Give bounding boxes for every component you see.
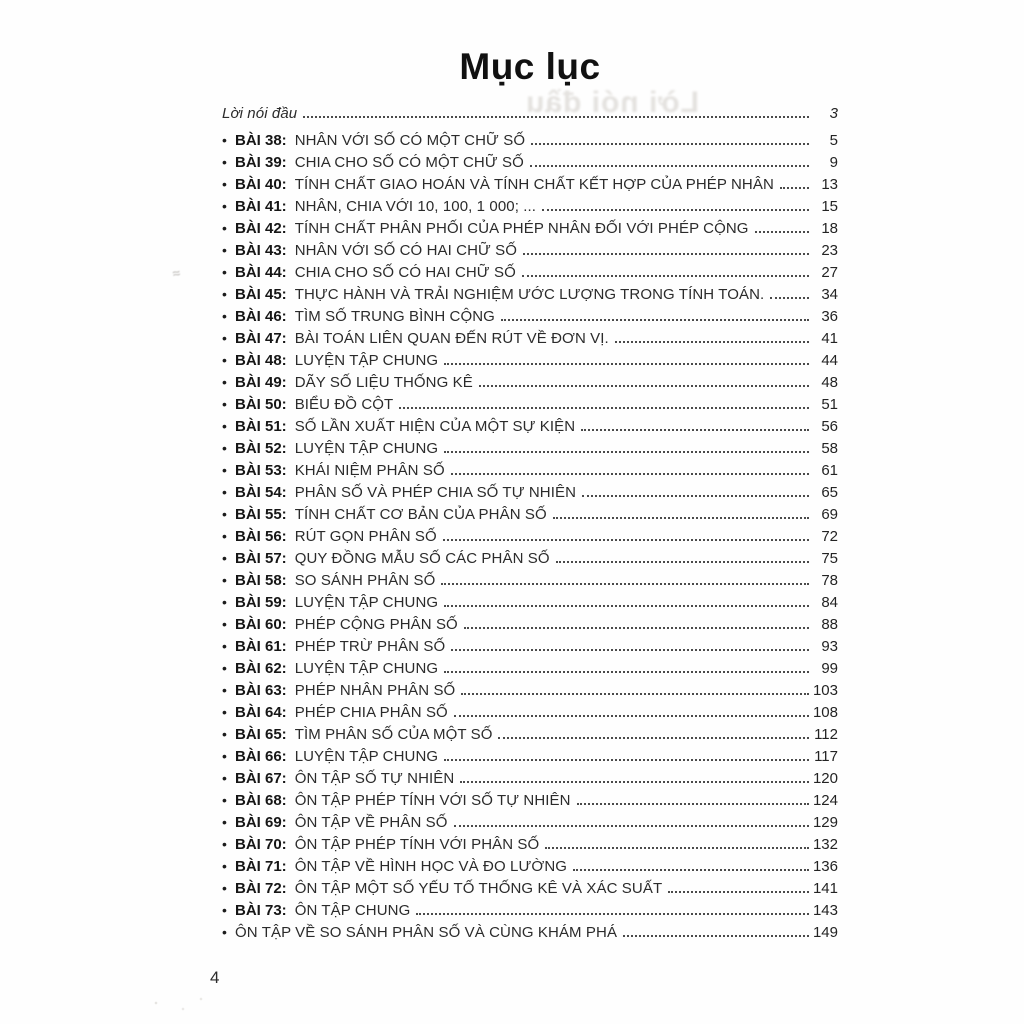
bullet-icon: •: [222, 638, 227, 654]
toc-entry: [222, 105, 838, 127]
toc-entry-page: 149: [812, 924, 838, 941]
toc-entry-page: 18: [821, 220, 838, 237]
toc-entry-page: 141: [812, 880, 838, 897]
toc-entry-label: BÀI 69:: [235, 814, 287, 831]
dot-leader: [573, 869, 809, 871]
toc-entry: [222, 726, 838, 748]
toc-entry: [222, 616, 838, 638]
toc-entry-label: BÀI 45:: [235, 286, 287, 303]
toc-entry-page: 56: [821, 418, 838, 435]
bullet-icon: •: [222, 616, 227, 632]
dot-leader: [479, 385, 809, 387]
bullet-icon: •: [222, 264, 227, 280]
toc-entry-title: RÚT GỌN PHÂN SỐ: [294, 528, 437, 545]
toc-entry-label: BÀI 65:: [235, 726, 287, 743]
toc-entry-page: 69: [821, 506, 838, 523]
dot-leader: [577, 803, 809, 805]
toc-entry: [222, 858, 838, 880]
dot-leader: [522, 275, 809, 277]
toc-entry-title: ÔN TẬP PHÉP TÍNH VỚI PHÂN SỐ: [294, 836, 540, 853]
bullet-icon: •: [222, 594, 227, 610]
toc-entry: [222, 220, 838, 242]
toc-entry-page: 88: [821, 616, 838, 633]
toc-entry-title: TÍNH CHẤT CƠ BẢN CỦA PHÂN SỐ: [294, 506, 547, 523]
dot-leader: [451, 649, 809, 651]
dot-leader: [416, 913, 809, 915]
toc-entry-page: 99: [821, 660, 838, 677]
toc-entry-label: BÀI 48:: [235, 352, 287, 369]
toc-entry-label: BÀI 68:: [235, 792, 287, 809]
bullet-icon: •: [222, 506, 227, 522]
toc-entry: [222, 770, 838, 792]
toc-entry: [222, 638, 838, 660]
toc-entry-title: ÔN TẬP VỀ HÌNH HỌC VÀ ĐO LƯỜNG: [294, 858, 568, 875]
dot-leader: [545, 847, 809, 849]
toc-entry-title: QUY ĐỒNG MẪU SỐ CÁC PHÂN SỐ: [294, 550, 550, 567]
dot-leader: [454, 825, 809, 827]
bullet-icon: •: [222, 176, 227, 192]
dot-leader: [443, 539, 809, 541]
toc-entry-label: BÀI 50:: [235, 396, 287, 413]
dot-leader: [460, 781, 809, 783]
dot-leader: [668, 891, 809, 893]
toc-entry-page: 103: [812, 682, 838, 699]
bullet-icon: •: [222, 924, 227, 940]
toc-entry: [222, 748, 838, 770]
toc-entry: [222, 308, 838, 330]
toc-entry-title: ÔN TẬP SỐ TỰ NHIÊN: [294, 770, 455, 787]
toc-entry-page: 136: [812, 858, 838, 875]
dot-leader: [615, 341, 809, 343]
toc-entry: [222, 374, 838, 396]
toc-entry-title: THỰC HÀNH VÀ TRẢI NGHIỆM ƯỚC LƯỢNG TRONG TÍNH TOÁN.: [294, 286, 765, 303]
bullet-icon: •: [222, 242, 227, 258]
toc-entry-title: CHIA CHO SỐ CÓ MỘT CHỮ SỐ: [294, 154, 524, 171]
dot-leader: [542, 209, 809, 211]
bullet-icon: •: [222, 792, 227, 808]
bullet-icon: •: [222, 704, 227, 720]
toc-entry-title: PHÉP CHIA PHÂN SỐ: [294, 704, 448, 721]
toc-entry-title: LUYỆN TẬP CHUNG: [294, 594, 439, 611]
toc-entry-label: BÀI 66:: [235, 748, 287, 765]
toc-entry-page: 72: [821, 528, 838, 545]
toc-entry-title: BIỂU ĐỒ CỘT: [294, 396, 394, 413]
toc-entry: [222, 484, 838, 506]
toc-entry: [222, 330, 838, 352]
toc-entry-page: 34: [821, 286, 838, 303]
toc-entry-label: BÀI 38:: [235, 132, 287, 149]
toc-entry: [222, 594, 838, 616]
bullet-icon: •: [222, 726, 227, 742]
toc-entry-page: 124: [812, 792, 838, 809]
toc-entry-label: BÀI 51:: [235, 418, 287, 435]
toc-entry-title: NHÂN VỚI SỐ CÓ HAI CHỮ SỐ: [294, 242, 518, 259]
toc-entry-page: 13: [821, 176, 838, 193]
toc-entry-label: BÀI 61:: [235, 638, 287, 655]
dot-leader: [303, 116, 809, 118]
bullet-icon: •: [222, 220, 227, 236]
bullet-icon: •: [222, 770, 227, 786]
toc-entry-label: BÀI 58:: [235, 572, 287, 589]
toc-entry: [222, 550, 838, 572]
bullet-icon: •: [222, 528, 227, 544]
toc-entry-page: 65: [821, 484, 838, 501]
toc-entry-page: 44: [821, 352, 838, 369]
toc-entry-label: BÀI 59:: [235, 594, 287, 611]
dot-leader: [444, 605, 809, 607]
toc-entry-title: ÔN TẬP MỘT SỐ YẾU TỐ THỐNG KÊ VÀ XÁC SUẤT: [294, 880, 663, 897]
bullet-icon: •: [222, 330, 227, 346]
toc-entry-label: BÀI 54:: [235, 484, 287, 501]
dot-leader: [451, 473, 809, 475]
toc-entry-page: 48: [821, 374, 838, 391]
toc-entry-page: 132: [812, 836, 838, 853]
toc-entry-page: 143: [812, 902, 838, 919]
toc-entry: [222, 792, 838, 814]
bullet-icon: •: [222, 858, 227, 874]
toc-entry-page: 15: [821, 198, 838, 215]
page-number: 4: [210, 968, 220, 987]
toc-entry-page: 58: [821, 440, 838, 457]
toc-entry: [222, 902, 838, 924]
dot-leader: [454, 715, 809, 717]
toc-entry-label: BÀI 71:: [235, 858, 287, 875]
bullet-icon: •: [222, 660, 227, 676]
toc-entry: [222, 462, 838, 484]
toc-entry-label: BÀI 67:: [235, 770, 287, 787]
toc-entry-title: PHÉP TRỪ PHÂN SỐ: [294, 638, 446, 655]
toc-entry: [222, 682, 838, 704]
dot-leader: [755, 231, 809, 233]
toc-entry: [222, 506, 838, 528]
bullet-icon: •: [222, 396, 227, 412]
toc-entry-title: NHÂN VỚI SỐ CÓ MỘT CHỮ SỐ: [294, 132, 526, 149]
bullet-icon: •: [222, 902, 227, 918]
toc-list: [222, 105, 838, 946]
toc-entry-label: BÀI 39:: [235, 154, 287, 171]
bullet-icon: •: [222, 154, 227, 170]
toc-entry-page: 112: [814, 726, 838, 743]
toc-entry-label: BÀI 63:: [235, 682, 287, 699]
toc-entry-label: BÀI 64:: [235, 704, 287, 721]
bullet-icon: •: [222, 286, 227, 302]
toc-entry-label: BÀI 46:: [235, 308, 287, 325]
bullet-icon: •: [222, 572, 227, 588]
toc-entry-label: BÀI 60:: [235, 616, 287, 633]
dot-leader: [444, 363, 809, 365]
toc-entry-label: BÀI 73:: [235, 902, 287, 919]
toc-entry-label: BÀI 56:: [235, 528, 287, 545]
toc-entry-label: BÀI 57:: [235, 550, 287, 567]
toc-entry: [222, 286, 838, 308]
toc-entry-page: 3: [829, 105, 838, 122]
toc-entry-title: TÍNH CHẤT GIAO HOÁN VÀ TÍNH CHẤT KẾT HỢP CỦA PHÉP NHÂN: [294, 176, 774, 193]
toc-entry-title: LUYỆN TẬP CHUNG: [294, 352, 439, 369]
toc-entry: [222, 132, 838, 154]
toc-entry: [222, 660, 838, 682]
dot-leader: [581, 429, 809, 431]
toc-entry: [222, 242, 838, 264]
bullet-icon: •: [222, 462, 227, 478]
dot-leader: [770, 297, 809, 299]
toc-entry-title: TÌM PHÂN SỐ CỦA MỘT SỐ: [294, 726, 493, 743]
toc-entry-label: BÀI 43:: [235, 242, 287, 259]
dot-leader: [531, 143, 809, 145]
bullet-icon: •: [222, 198, 227, 214]
toc-entry-page: 93: [821, 638, 838, 655]
bullet-icon: •: [222, 550, 227, 566]
toc-entry-page: 9: [829, 154, 838, 171]
toc-entry-page: 5: [829, 132, 838, 149]
dot-leader: [464, 627, 809, 629]
toc-entry-title: CHIA CHO SỐ CÓ HAI CHỮ SỐ: [294, 264, 516, 281]
bullet-icon: •: [222, 682, 227, 698]
toc-entry: [222, 198, 838, 220]
toc-entry: [222, 418, 838, 440]
dot-leader: [501, 319, 809, 321]
toc-entry-title: TÌM SỐ TRUNG BÌNH CỘNG: [294, 308, 495, 325]
toc-entry: [222, 154, 838, 176]
toc-entry: [222, 924, 838, 946]
dot-leader: [444, 671, 809, 673]
toc-entry-page: 108: [812, 704, 838, 721]
toc-entry-title: PHÉP NHÂN PHÂN SỐ: [294, 682, 456, 699]
toc-entry: [222, 528, 838, 550]
bullet-icon: •: [222, 814, 227, 830]
toc-entry-title: ÔN TẬP PHÉP TÍNH VỚI SỐ TỰ NHIÊN: [294, 792, 571, 809]
dot-leader: [399, 407, 809, 409]
toc-entry: [222, 704, 838, 726]
toc-entry-title: Lời nói đầu: [222, 105, 298, 122]
toc-entry: [222, 352, 838, 374]
toc-entry-label: BÀI 62:: [235, 660, 287, 677]
toc-entry-title: BÀI TOÁN LIÊN QUAN ĐẾN RÚT VỀ ĐƠN VỊ.: [294, 330, 609, 347]
toc-entry-title: KHÁI NIỆM PHÂN SỐ: [294, 462, 445, 479]
dot-leader: [444, 451, 809, 453]
toc-entry-title: TÍNH CHẤT PHÂN PHỐI CỦA PHÉP NHÂN ĐỐI VỚI PHÉP CỘNG: [294, 220, 749, 237]
toc-entry-title: LUYỆN TẬP CHUNG: [294, 440, 439, 457]
toc-entry-title: SỐ LẦN XUẤT HIỆN CỦA MỘT SỰ KIỆN: [294, 418, 576, 435]
toc-entry-title: ÔN TẬP VỀ SO SÁNH PHÂN SỐ VÀ CÙNG KHÁM PHÁ: [235, 924, 618, 941]
dot-leader: [461, 693, 809, 695]
toc-entry: [222, 176, 838, 198]
toc-entry-title: ÔN TẬP VỀ PHÂN SỐ: [294, 814, 448, 831]
scan-artifact: ≈: [170, 264, 182, 282]
toc-entry-title: LUYỆN TẬP CHUNG: [294, 660, 439, 677]
dot-leader: [780, 187, 809, 189]
bullet-icon: •: [222, 836, 227, 852]
scan-speckle: [150, 995, 210, 1015]
toc-entry-label: BÀI 55:: [235, 506, 287, 523]
dot-leader: [523, 253, 809, 255]
dot-leader: [444, 759, 809, 761]
toc-entry-title: NHÂN, CHIA VỚI 10, 100, 1 000; ...: [294, 198, 537, 215]
toc-entry-page: 27: [821, 264, 838, 281]
toc-entry-title: SO SÁNH PHÂN SỐ: [294, 572, 436, 589]
toc-entry: [222, 572, 838, 594]
toc-entry-label: BÀI 70:: [235, 836, 287, 853]
toc-entry: [222, 814, 838, 836]
toc-entry-page: 117: [814, 748, 838, 765]
bullet-icon: •: [222, 418, 227, 434]
toc-entry-label: BÀI 44:: [235, 264, 287, 281]
bullet-icon: •: [222, 132, 227, 148]
toc-entry-page: 61: [821, 462, 838, 479]
toc-entry-label: BÀI 52:: [235, 440, 287, 457]
toc-entry: [222, 880, 838, 902]
dot-leader: [553, 517, 809, 519]
toc-entry-title: LUYỆN TẬP CHUNG: [294, 748, 439, 765]
dot-leader: [498, 737, 809, 739]
dot-leader: [556, 561, 809, 563]
toc-entry-page: 120: [812, 770, 838, 787]
toc-entry-page: 78: [821, 572, 838, 589]
dot-leader: [441, 583, 809, 585]
toc-entry-page: 75: [821, 550, 838, 567]
toc-entry-title: PHÉP CỘNG PHÂN SỐ: [294, 616, 458, 633]
toc-entry-label: BÀI 47:: [235, 330, 287, 347]
toc-entry: [222, 264, 838, 286]
toc-entry-page: 129: [812, 814, 838, 831]
toc-entry: [222, 836, 838, 858]
bullet-icon: •: [222, 308, 227, 324]
bullet-icon: •: [222, 484, 227, 500]
toc-entry-label: BÀI 72:: [235, 880, 287, 897]
toc-entry-page: 41: [821, 330, 838, 347]
toc-entry-page: 51: [821, 396, 838, 413]
page-title: Mục lục: [459, 46, 601, 87]
toc-entry-page: 84: [821, 594, 838, 611]
dot-leader: [623, 935, 809, 937]
bullet-icon: •: [222, 352, 227, 368]
dot-leader: [582, 495, 809, 497]
toc-entry-label: BÀI 42:: [235, 220, 287, 237]
toc-entry-page: 23: [821, 242, 838, 259]
toc-entry: [222, 396, 838, 418]
toc-entry-page: 36: [821, 308, 838, 325]
bullet-icon: •: [222, 748, 227, 764]
toc-entry-label: BÀI 49:: [235, 374, 287, 391]
dot-leader: [530, 165, 809, 167]
bullet-icon: •: [222, 374, 227, 390]
toc-entry-title: PHÂN SỐ VÀ PHÉP CHIA SỐ TỰ NHIÊN: [294, 484, 577, 501]
bullet-icon: •: [222, 880, 227, 896]
toc-entry: [222, 440, 838, 462]
toc-entry-label: BÀI 41:: [235, 198, 287, 215]
toc-entry-label: BÀI 53:: [235, 462, 287, 479]
showthrough-ghost-text: Lời nói đầu: [525, 86, 699, 119]
toc-entry-title: ÔN TẬP CHUNG: [294, 902, 411, 919]
bullet-icon: •: [222, 440, 227, 456]
toc-entry-title: DÃY SỐ LIỆU THỐNG KÊ: [294, 374, 473, 391]
toc-entry-label: BÀI 40:: [235, 176, 287, 193]
